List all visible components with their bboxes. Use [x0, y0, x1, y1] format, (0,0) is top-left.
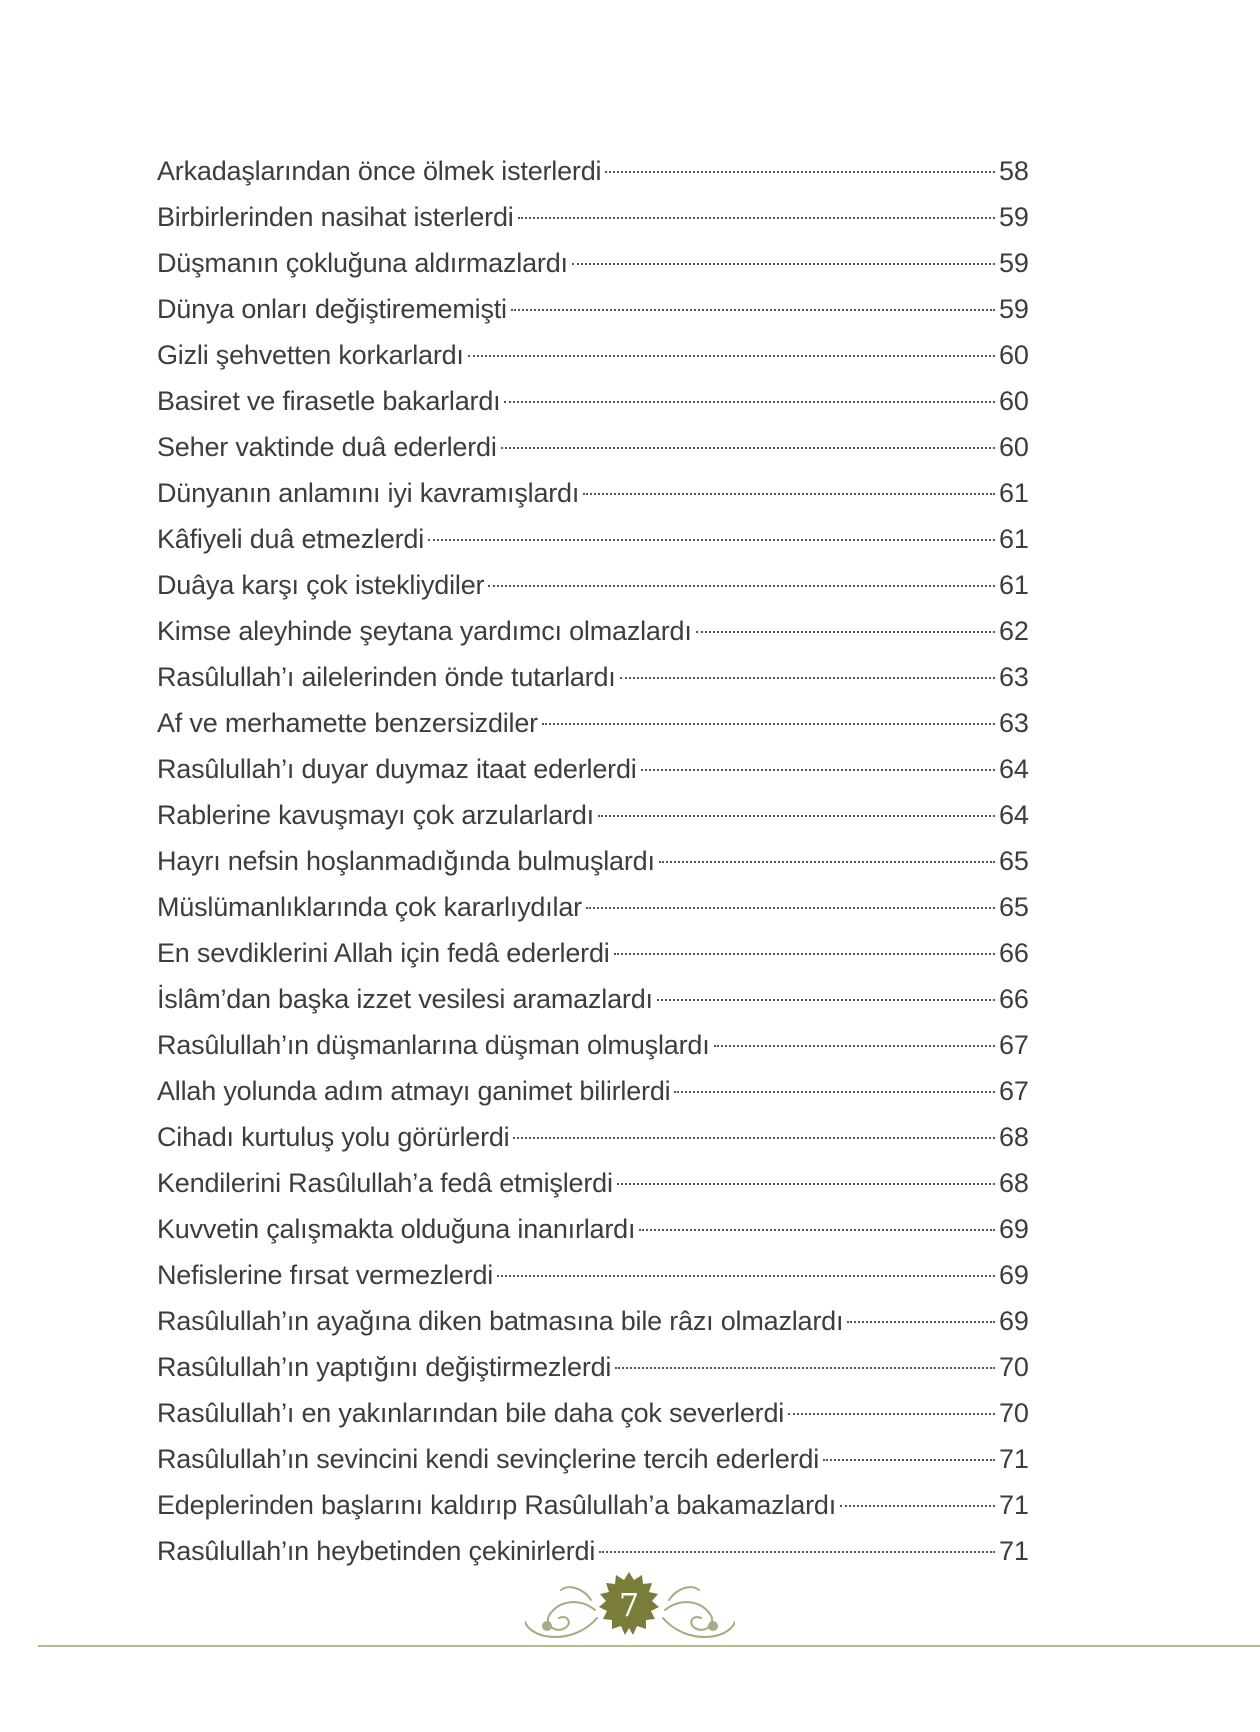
toc-entry	[157, 562, 1047, 608]
toc-entry-page: 66	[999, 938, 1029, 968]
toc-entry	[157, 1206, 1047, 1252]
toc-entry-page: 71	[999, 1444, 1029, 1474]
toc-dot-leader	[468, 354, 995, 357]
toc-entry-page: 68	[999, 1168, 1029, 1198]
toc-dot-leader	[847, 1320, 995, 1323]
toc-dot-leader	[657, 998, 995, 1001]
toc-entry-page: 61	[999, 478, 1029, 508]
toc-entry-title: Rasûlullah’ın yaptığını değiştirmezlerdi	[157, 1352, 612, 1382]
toc-entry	[157, 700, 1047, 746]
toc-dot-leader	[542, 722, 995, 725]
toc-entry	[157, 746, 1047, 792]
toc-entry-title: Seher vaktinde duâ ederlerdi	[157, 432, 497, 462]
toc-entry-title: Kendilerini Rasûlullah’a fedâ etmişlerdi	[157, 1168, 613, 1198]
footer-divider	[38, 1645, 1260, 1647]
toc-entry-page: 67	[999, 1076, 1029, 1106]
toc-entry-page: 68	[999, 1122, 1029, 1152]
toc-entry-title: Rablerine kavuşmayı çok arzularlardı	[157, 800, 594, 830]
toc-entry-title: Rasûlullah’ı ailelerinden önde tutarlardı	[157, 662, 616, 692]
toc-entry-title: Rasûlullah’ın düşmanlarına düşman olmuşlardı	[157, 1030, 710, 1060]
toc-entry-page: 63	[999, 708, 1029, 738]
toc-dot-leader	[518, 216, 995, 219]
toc-entry	[157, 378, 1047, 424]
toc-entry-title: Rasûlullah’ı duyar duymaz itaat ederlerdi	[157, 754, 637, 784]
toc-entry-page: 63	[999, 662, 1029, 692]
toc-entry	[157, 608, 1047, 654]
toc-entry-page: 58	[999, 156, 1029, 186]
toc-dot-leader	[659, 860, 995, 863]
toc-entry-title: Düşmanın çokluğuna aldırmazlardı	[157, 248, 568, 278]
toc-entry	[157, 792, 1047, 838]
toc-dot-leader	[428, 538, 995, 541]
toc-entry-page: 69	[999, 1214, 1029, 1244]
toc-dot-leader	[614, 952, 995, 955]
toc-entry-title: Kuvvetin çalışmakta olduğuna inanırlardı	[157, 1214, 636, 1244]
toc-dot-leader	[504, 400, 995, 403]
page-footer	[0, 1570, 1260, 1680]
toc-dot-leader	[840, 1504, 995, 1507]
toc-entry	[157, 1390, 1047, 1436]
toc-dot-leader	[501, 446, 995, 449]
toc-entry-title: Cihadı kurtuluş yolu görürlerdi	[157, 1122, 510, 1152]
toc-dot-leader	[497, 1274, 995, 1277]
toc-entry	[157, 1298, 1047, 1344]
toc-dot-leader	[583, 492, 995, 495]
toc-dot-leader	[599, 1550, 995, 1553]
toc-entry	[157, 332, 1047, 378]
toc-entry-page: 59	[999, 202, 1029, 232]
toc-entry-title: Hayrı nefsin hoşlanmadığında bulmuşlardı	[157, 846, 655, 876]
toc-entry-title: Müslümanlıklarında çok kararlıydılar	[157, 892, 582, 922]
toc-entry-page: 59	[999, 248, 1029, 278]
toc-entry-page: 64	[999, 800, 1029, 830]
toc-entry-title: Kimse aleyhinde şeytana yardımcı olmazlardı	[157, 616, 692, 646]
toc-entry-title: Rasûlullah’ı en yakınlarından bile daha çok severlerdi	[157, 1398, 785, 1428]
toc-dot-leader	[823, 1458, 995, 1461]
toc-entry-page: 69	[999, 1260, 1029, 1290]
toc-entry-title: Kâfiyeli duâ etmezlerdi	[157, 524, 425, 554]
toc-dot-leader	[617, 1182, 995, 1185]
toc-entry	[157, 1068, 1047, 1114]
toc-entry-page: 62	[999, 616, 1029, 646]
toc-entry-title: Birbirlerinden nasihat isterlerdi	[157, 202, 514, 232]
toc-entry-page: 60	[999, 340, 1029, 370]
toc-entry	[157, 976, 1047, 1022]
toc-dot-leader	[788, 1412, 995, 1415]
toc-entry-title: Af ve merhamette benzersizdiler	[157, 708, 538, 738]
toc-entry-page: 61	[999, 570, 1029, 600]
toc-entry-title: Basiret ve firasetle bakarlardı	[157, 386, 501, 416]
toc-dot-leader	[696, 630, 995, 633]
table-of-contents	[157, 148, 1047, 1574]
toc-dot-leader	[641, 768, 995, 771]
toc-entry	[157, 1114, 1047, 1160]
toc-entry-title: Dünyanın anlamını iyi kavramışlardı	[157, 478, 580, 508]
toc-entry-title: En sevdiklerini Allah için fedâ ederlerdi	[157, 938, 610, 968]
toc-entry-page: 65	[999, 846, 1029, 876]
toc-entry	[157, 1482, 1047, 1528]
toc-entry-page: 71	[999, 1536, 1029, 1566]
toc-entry-title: Nefislerine fırsat vermezlerdi	[157, 1260, 494, 1290]
page-number: 7	[618, 1586, 640, 1624]
toc-entry-title: İslâm’dan başka izzet vesilesi aramazlardı	[157, 984, 653, 1014]
toc-entry-page: 60	[999, 432, 1029, 462]
toc-entry	[157, 424, 1047, 470]
toc-entry-title: Rasûlullah’ın sevincini kendi sevinçlerine tercih ederlerdi	[157, 1444, 820, 1474]
toc-entry-title: Dünya onları değiştirememişti	[157, 294, 507, 324]
toc-dot-leader	[615, 1366, 995, 1369]
toc-entry-title: Arkadaşlarından önce ölmek isterlerdi	[157, 156, 602, 186]
toc-entry	[157, 148, 1047, 194]
toc-dot-leader	[639, 1228, 995, 1231]
toc-entry-page: 69	[999, 1306, 1029, 1336]
toc-entry	[157, 194, 1047, 240]
toc-entry	[157, 286, 1047, 332]
toc-entry-page: 60	[999, 386, 1029, 416]
toc-entry-title: Gizli şehvetten korkarlardı	[157, 340, 464, 370]
toc-dot-leader	[488, 584, 995, 587]
toc-entry-title: Rasûlullah’ın ayağına diken batmasına bile râzı olmazlardı	[157, 1306, 844, 1336]
toc-entry	[157, 1436, 1047, 1482]
toc-dot-leader	[605, 170, 995, 173]
toc-dot-leader	[572, 262, 995, 265]
toc-entry-page: 70	[999, 1352, 1029, 1382]
toc-entry-page: 65	[999, 892, 1029, 922]
toc-entry-page: 70	[999, 1398, 1029, 1428]
toc-entry-page: 67	[999, 1030, 1029, 1060]
toc-dot-leader	[674, 1090, 995, 1093]
toc-entry	[157, 1252, 1047, 1298]
toc-entry-title: Duâya karşı çok istekliydiler	[157, 570, 485, 600]
toc-entry-page: 61	[999, 524, 1029, 554]
toc-entry-page: 66	[999, 984, 1029, 1014]
toc-entry	[157, 838, 1047, 884]
toc-entry-page: 59	[999, 294, 1029, 324]
toc-entry	[157, 654, 1047, 700]
toc-entry-title: Allah yolunda adım atmayı ganimet bilirlerdi	[157, 1076, 671, 1106]
toc-entry-page: 71	[999, 1490, 1029, 1520]
toc-entry	[157, 1528, 1047, 1574]
toc-entry	[157, 470, 1047, 516]
toc-entry	[157, 930, 1047, 976]
toc-entry-title: Edeplerinden başlarını kaldırıp Rasûlullah’a bakamazlardı	[157, 1490, 836, 1520]
toc-entry-page: 64	[999, 754, 1029, 784]
toc-dot-leader	[598, 814, 995, 817]
toc-entry	[157, 1022, 1047, 1068]
toc-dot-leader	[586, 906, 995, 909]
toc-dot-leader	[511, 308, 995, 311]
toc-dot-leader	[513, 1136, 995, 1139]
toc-entry	[157, 1344, 1047, 1390]
toc-entry	[157, 516, 1047, 562]
toc-dot-leader	[620, 676, 995, 679]
toc-entry	[157, 1160, 1047, 1206]
toc-entry	[157, 884, 1047, 930]
toc-dot-leader	[714, 1044, 996, 1047]
toc-entry-title: Rasûlullah’ın heybetinden çekinirlerdi	[157, 1536, 596, 1566]
toc-entry	[157, 240, 1047, 286]
